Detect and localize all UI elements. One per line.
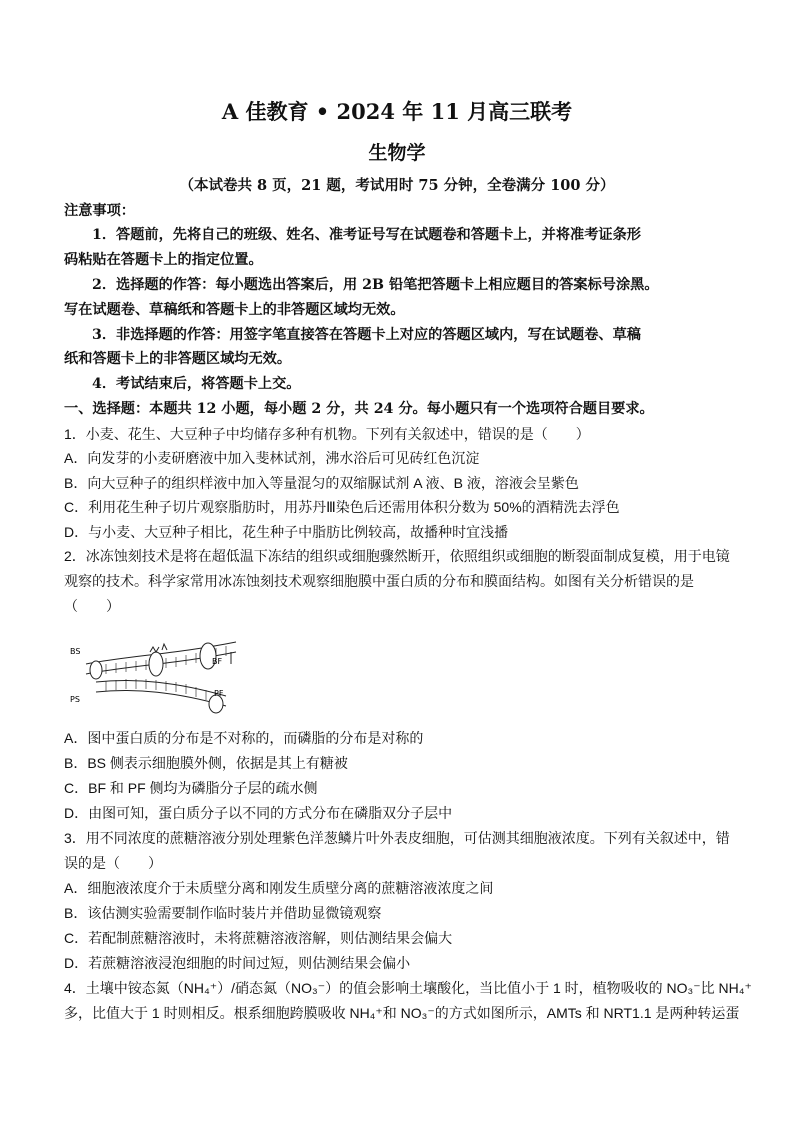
option-d: D．与小麦、大豆种子相比，花生种子中脂肪比例较高，故播种时宜浅播 (64, 524, 509, 540)
option-a: A．图中蛋白质的分布是不对称的，而磷脂的分布是对称的 (64, 730, 424, 746)
question-stem: 4．土壤中铵态氮（NH₄⁺）/硝态氮（NO₃⁻）的值会影响土壤酸化，当比值小于 1 时，植物吸收的 NO₃⁻比 NH₄⁺ (64, 980, 752, 996)
question-stem: 多，比值大于 1 时则相反。根系细胞跨膜吸收 NH₄⁺和 NO₃⁻的方式如图所示，AMTs 和 NRT1.1 是两种转运蛋 (64, 1005, 740, 1021)
option-a: A．向发芽的小麦研磨液中加入斐林试剂，沸水浴后可见砖红色沉淀 (64, 450, 480, 466)
notice-item: 1．答题前，先将自己的班级、姓名、准考证号写在试题卷和答题卡上，并将准考证条形 (92, 227, 641, 243)
question-stem: 误的是（ ） (64, 855, 162, 871)
notice-item: 码粘贴在答题卡上的指定位置。 (64, 252, 263, 268)
label-pf: PF (214, 689, 224, 698)
notice-item: 2．选择题的作答：每小题选出答案后，用 2B 铅笔把答题卡上相应题目的答案标号涂黑。 (92, 277, 659, 293)
exam-meta: （本试卷共 8 页，21 题，考试用时 75 分钟，全卷满分 100 分） (179, 177, 615, 194)
notice-item: 3．非选择题的作答：用签字笔直接答在答题卡上对应的答题区域内，写在试题卷、草稿 (92, 327, 641, 343)
option-b: B．BS 侧表示细胞膜外侧，依据是其上有糖被 (64, 755, 348, 771)
label-ps: PS (70, 695, 80, 704)
freeze-etch-membrane-figure (66, 634, 242, 724)
option-c: C．若配制蔗糖溶液时，未将蔗糖溶液溶解，则估测结果会偏大 (64, 930, 453, 946)
label-bs: BS (70, 647, 81, 656)
question-stem: （ ） (64, 598, 120, 614)
option-c: C．BF 和 PF 侧均为磷脂分子层的疏水侧 (64, 780, 318, 796)
option-d: D．若蔗糖溶液浸泡细胞的时间过短，则估测结果会偏小 (64, 955, 411, 971)
notice-item: 纸和答题卡上的非答题区域均无效。 (64, 351, 292, 367)
notice-heading: 注意事项： (64, 203, 135, 219)
notice-item: 4．考试结束后，将答题卡上交。 (92, 376, 301, 392)
question-stem: 观察的技术。科学家常用冰冻蚀刻技术观察细胞膜中蛋白质的分布和膜面结构。如图有关分析错误的是 (64, 573, 694, 589)
notice-item: 写在试题卷、草稿纸和答题卡上的非答题区域均无效。 (64, 302, 405, 318)
option-b: B．向大豆种子的组织样液中加入等量混匀的双缩脲试剂 A 液、B 液，溶液会呈紫色 (64, 475, 579, 491)
question-stem: 1．小麦、花生、大豆种子中均储存多种有机物。下列有关叙述中，错误的是（ ） (64, 426, 590, 442)
exam-title: A 佳教育 • 2024 年 11 月高三联考 (221, 99, 573, 124)
section-heading: 一、选择题：本题共 12 小题，每小题 2 分，共 24 分。每小题只有一个选项符合题目要求。 (64, 401, 654, 417)
option-b: B．该估测实验需要制作临时装片并借助显微镜观察 (64, 905, 382, 921)
question-stem: 2．冰冻蚀刻技术是将在超低温下冻结的组织或细胞骤然断开，依照组织或细胞的断裂面制成复模，用于电镜 (64, 548, 730, 564)
label-bf: BF (212, 657, 223, 666)
subject-title: 生物学 (368, 142, 426, 164)
option-c: C．利用花生种子切片观察脂肪时，用苏丹Ⅲ染色后还需用体积分数为 50%的酒精洗去浮色 (64, 499, 620, 515)
option-d: D．由图可知，蛋白质分子以不同的方式分布在磷脂双分子层中 (64, 805, 453, 821)
question-stem: 3．用不同浓度的蔗糖溶液分别处理紫色洋葱鳞片叶外表皮细胞，可估测其细胞液浓度。下列有关叙述中，错 (64, 830, 730, 846)
option-a: A．细胞液浓度介于未质壁分离和刚发生质壁分离的蔗糖溶液浓度之间 (64, 880, 494, 896)
